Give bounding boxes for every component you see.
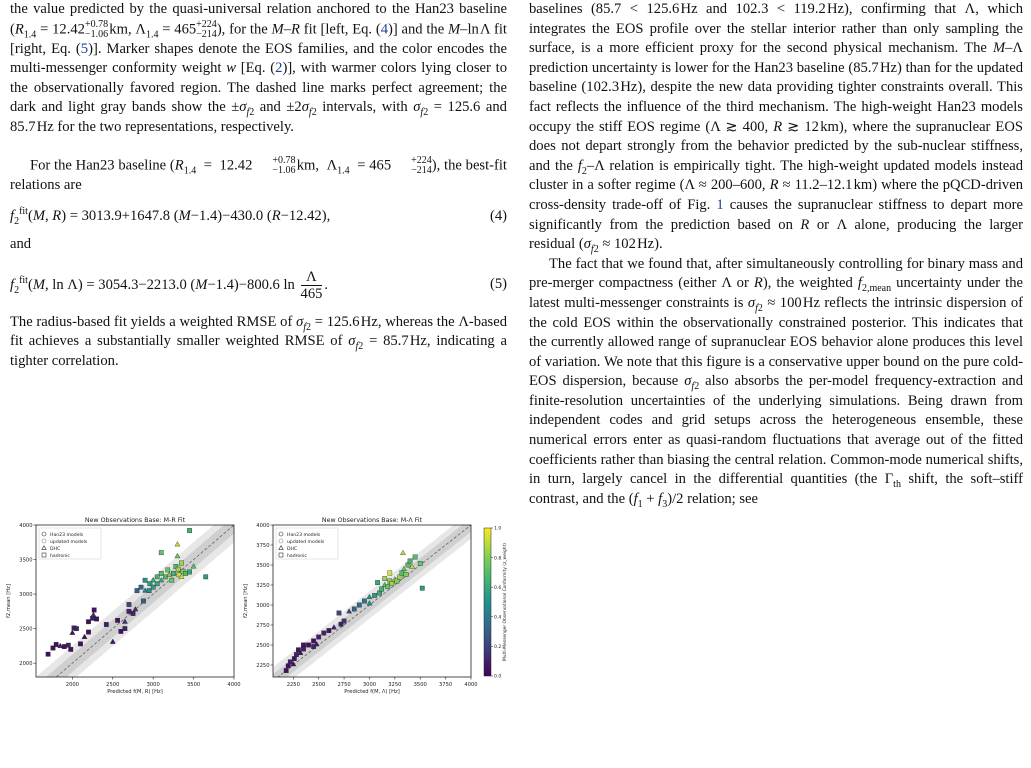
- data-point: [420, 586, 424, 590]
- equation-5-number: (5): [489, 275, 507, 292]
- paragraph-han23-baseline: For the Han23 baseline ($R_{1.4} = 12.42$ +0.78 −1.06 km, $\Lambda_{1.4} = 465$ +224 −214 ), the best-fit relations are: [10, 154, 507, 193]
- colorbar-tick-label: 0.4: [494, 615, 502, 621]
- data-point: [127, 609, 131, 613]
- data-point: [131, 611, 135, 615]
- y-tick-label: 3000: [256, 602, 270, 609]
- legend: [39, 528, 101, 559]
- legend-label: Han23 models: [50, 532, 84, 538]
- word-and: and: [10, 236, 32, 253]
- data-point: [86, 630, 90, 634]
- data-point: [306, 643, 310, 647]
- data-point: [404, 572, 408, 576]
- data-point: [292, 656, 296, 660]
- y-tick-label: 4000: [19, 522, 33, 529]
- data-point: [159, 550, 163, 554]
- x-tick-label: 3500: [413, 682, 427, 688]
- data-point: [362, 599, 366, 603]
- y-tick-label: 2750: [256, 622, 270, 629]
- data-point: [187, 528, 191, 532]
- data-point: [170, 578, 174, 582]
- y-tick-label: 2000: [19, 660, 33, 667]
- paragraph-dispersion: The fact that we found that, after simultaneously controlling for binary mass and pre-merger compactness (either Λ or R), the weighted $f_{2,mean}$ uncertainty under the latest multi-messenger constraints is $\sigma_{f2} \approx 100$ Hz reflects the intrinsic dispersion of the cold EOS within the observationally constrained posterior. This indicates that the currently allowed range of supranuclear EOS behavior alone produces this level of variation. We note that this figure is a conservative upper bound on the pure cold-EOS dispersion, because $\sigma_{f2}$ also absorbs the per-model frequency-extraction and finite-resolution uncertainties of the underlying simulations. Being drawn from independent codes and grid setups across the heterogeneous ensemble, these numerical errors enter as quasi-random fluctuations that average out of the fitted coefficients rather than biasing the central relation. Common-mode numerical shifts, in turn, largely cancel in the differential quantities (the $\Gamma_{th}$ shift, the soft–stiff contrast, and the $(f_1 + f_3)/2$ relation; see: [529, 255, 1024, 510]
- data-point: [135, 588, 139, 592]
- data-point: [74, 626, 78, 630]
- data-point: [91, 612, 96, 617]
- legend-label: updated models: [287, 539, 325, 545]
- equation-4: $f_2^{fit}(M$, R) = 3013.9+1647.8 (M−1.4)−430.0 (R−12.42), (4): [10, 206, 507, 228]
- data-point: [382, 576, 386, 580]
- data-point: [337, 611, 341, 615]
- x-axis-label: Predicted f(M, R) [Hz]: [107, 689, 163, 695]
- data-point: [386, 584, 390, 588]
- data-point: [159, 571, 163, 575]
- data-point: [372, 593, 376, 597]
- data-point: [342, 619, 346, 623]
- colorbar-label: Multi-Messenger Observational Conformity (z_weight): [503, 542, 508, 662]
- data-point: [388, 571, 392, 575]
- y-tick-label: 2500: [256, 642, 270, 649]
- x-tick-label: 3250: [388, 682, 402, 688]
- x-tick-label: 3000: [146, 682, 160, 688]
- y-tick-label: 3250: [256, 582, 270, 589]
- x-tick-label: 2750: [337, 682, 351, 688]
- data-point: [62, 644, 66, 648]
- paragraph-rmse: The radius-based fit yields a weighted RMSE of $\sigma_{f2} = 125.6$ Hz, whereas the Λ-based fit achieves a substantially smaller weighted RMSE of $\sigma_{f2} = 85.7$ Hz, indicating a tighter correlation.: [10, 313, 508, 369]
- data-point: [352, 607, 356, 611]
- data-point: [163, 575, 167, 579]
- data-point: [66, 643, 70, 647]
- data-point: [175, 542, 180, 547]
- data-point: [46, 652, 50, 656]
- data-point: [123, 626, 127, 630]
- data-point: [86, 620, 90, 624]
- data-point: [418, 561, 422, 565]
- data-point: [377, 591, 381, 595]
- y-tick-label: 3000: [19, 591, 33, 598]
- data-point: [151, 585, 155, 589]
- x-tick-label: 2000: [65, 682, 79, 688]
- x-tick-label: 2500: [106, 682, 120, 688]
- figure: [0, 512, 510, 697]
- data-point: [316, 635, 320, 639]
- legend-label: hadronic: [50, 553, 70, 559]
- data-point: [288, 660, 292, 664]
- data-point: [301, 643, 305, 647]
- colorbar-tick-label: 0.8: [494, 556, 502, 562]
- y-tick-label: 2250: [256, 662, 270, 669]
- data-point: [284, 668, 288, 672]
- data-point: [379, 587, 383, 591]
- data-point: [311, 644, 315, 648]
- data-point: [327, 628, 331, 632]
- data-point: [141, 599, 145, 603]
- data-point: [143, 578, 147, 582]
- data-point: [78, 642, 82, 646]
- data-point: [311, 639, 315, 643]
- data-point: [127, 602, 131, 606]
- y-axis-label: f2,mean [Hz]: [243, 584, 249, 618]
- data-point: [286, 664, 290, 668]
- data-point: [155, 575, 159, 579]
- data-point: [187, 570, 191, 574]
- data-point: [115, 618, 119, 622]
- data-point: [406, 563, 410, 567]
- data-point: [375, 580, 379, 584]
- legend-label: DHC: [50, 546, 61, 552]
- legend-label: updated models: [50, 539, 88, 545]
- colorbar-tick-label: 0.6: [494, 585, 502, 591]
- legend-label: DHC: [287, 546, 298, 552]
- data-point: [94, 617, 98, 621]
- x-tick-label: 2250: [286, 682, 300, 688]
- data-point: [166, 568, 170, 572]
- data-point: [54, 642, 58, 646]
- legend-label: hadronic: [287, 553, 307, 559]
- data-point: [398, 575, 402, 579]
- figure-caption: the value predicted by the quasi-universal relation anchored to the Han23 baseline ($R_{1.4} = 12.42$ +0.78 −1.06 km, $\Lambda_{1.4} = 465$ +224 −214 ), for the M–R fit [left, Eq. (4)] and the M–ln Λ fit [right, Eq. (5)]. Marker shapes denote the EOS families, and the color encodes the multi-messenger conformity weight w [Eq. (2)], with warmer colors lying closer to the observationally favored region. The dashed line marks perfect agreement; the dark and light gray bands show the $\pm\sigma_{f2}$ and $\pm 2\sigma_{f2}$ intervals, with $\sigma_{f2} = 125.6$ and 85.7 Hz for the two representations, respectively.: [10, 1, 507, 135]
- data-point: [92, 608, 96, 612]
- x-tick-label: 3750: [439, 682, 453, 688]
- x-tick-label: 2500: [312, 682, 326, 688]
- y-tick-label: 3500: [256, 562, 270, 569]
- y-tick-label: 4000: [256, 522, 270, 529]
- paragraph-mechanism: baselines (85.7 < 125.6 Hz and 102.3 < 119.2 Hz), confirming that Λ, which integrates the EOS profile over the stellar interior rather than only sampling the surface, is a more efficient proxy for the second physical mechanism. The M–Λ prediction uncertainty is lower for the Han23 baseline (85.7 Hz) than for the updated baseline (102.3 Hz), despite the new data providing tighter constraints overall. This fact reflects the influence of the third mechanism. The high-weight Han23 models occupy the stiff EOS regime (Λ ≳ 400, R ≳ 12 km), where the supranuclear EOS does not depart strongly from the behavior predicted by the sub-nuclear stiffness, and the $f_2-\Lambda$ relation is empirically tight. The high-weight updated models instead cluster in a softer regime (Λ ≈ 200–600, R ≈ 11.2–12.1 km) where the pQCD-driven cross-density trade-off of Fig. 1 causes the supranuclear stiffness to depart more significantly from the prediction based on R or Λ alone, producing the larger residual ($\sigma_{f2} \approx 102$ Hz).: [529, 1, 1023, 256]
- colorbar-gradient: [484, 528, 491, 676]
- panel-title: New Observations Base: M-Λ Fit: [321, 517, 423, 524]
- legend-label: Han23 models: [287, 532, 321, 538]
- x-axis-label: Predicted f(M, Λ) [Hz]: [344, 689, 400, 695]
- data-point: [171, 571, 175, 575]
- equation-5: $f_2^{fit}(M$, ln Λ) = 3054.3−2213.0 (M−1.4)−800.6 ln $\frac{\Lambda}{465}$ . (5): [10, 268, 507, 302]
- x-tick-label: 4000: [464, 682, 478, 688]
- data-point: [400, 550, 405, 555]
- equation-4-number: (4): [489, 208, 507, 225]
- colorbar: [484, 526, 508, 680]
- data-point: [400, 571, 404, 575]
- data-point: [395, 579, 399, 583]
- data-point: [139, 585, 143, 589]
- y-tick-label: 3500: [19, 557, 33, 564]
- y-tick-label: 3750: [256, 542, 270, 549]
- data-point: [301, 647, 305, 651]
- data-point: [179, 561, 183, 565]
- data-point: [322, 631, 326, 635]
- data-point: [147, 588, 151, 592]
- data-point: [357, 603, 361, 607]
- right-column: [529, 0, 1023, 509]
- x-tick-label: 4000: [227, 682, 241, 688]
- colorbar-tick-label: 0.0: [494, 674, 502, 680]
- legend: [276, 528, 338, 559]
- left-column: [10, 0, 507, 372]
- y-tick-label: 2500: [19, 626, 33, 633]
- data-point: [204, 575, 208, 579]
- data-point: [104, 622, 108, 626]
- data-point: [390, 581, 394, 585]
- data-point: [119, 629, 123, 633]
- x-tick-label: 3500: [186, 682, 201, 688]
- data-point: [413, 555, 417, 559]
- colorbar-tick-label: 0.2: [494, 645, 502, 651]
- data-point: [69, 647, 73, 651]
- data-point: [183, 571, 187, 575]
- y-axis-label: f2,mean [Hz]: [6, 584, 12, 618]
- panel-mr-fit: [0, 512, 274, 697]
- data-point: [408, 559, 412, 563]
- data-point: [176, 567, 180, 571]
- panel-mlambda-fit: [222, 512, 510, 697]
- panel-title: New Observations Base: M-R Fit: [84, 517, 186, 524]
- x-tick-label: 3000: [362, 682, 377, 688]
- colorbar-tick-label: 1.0: [494, 526, 502, 532]
